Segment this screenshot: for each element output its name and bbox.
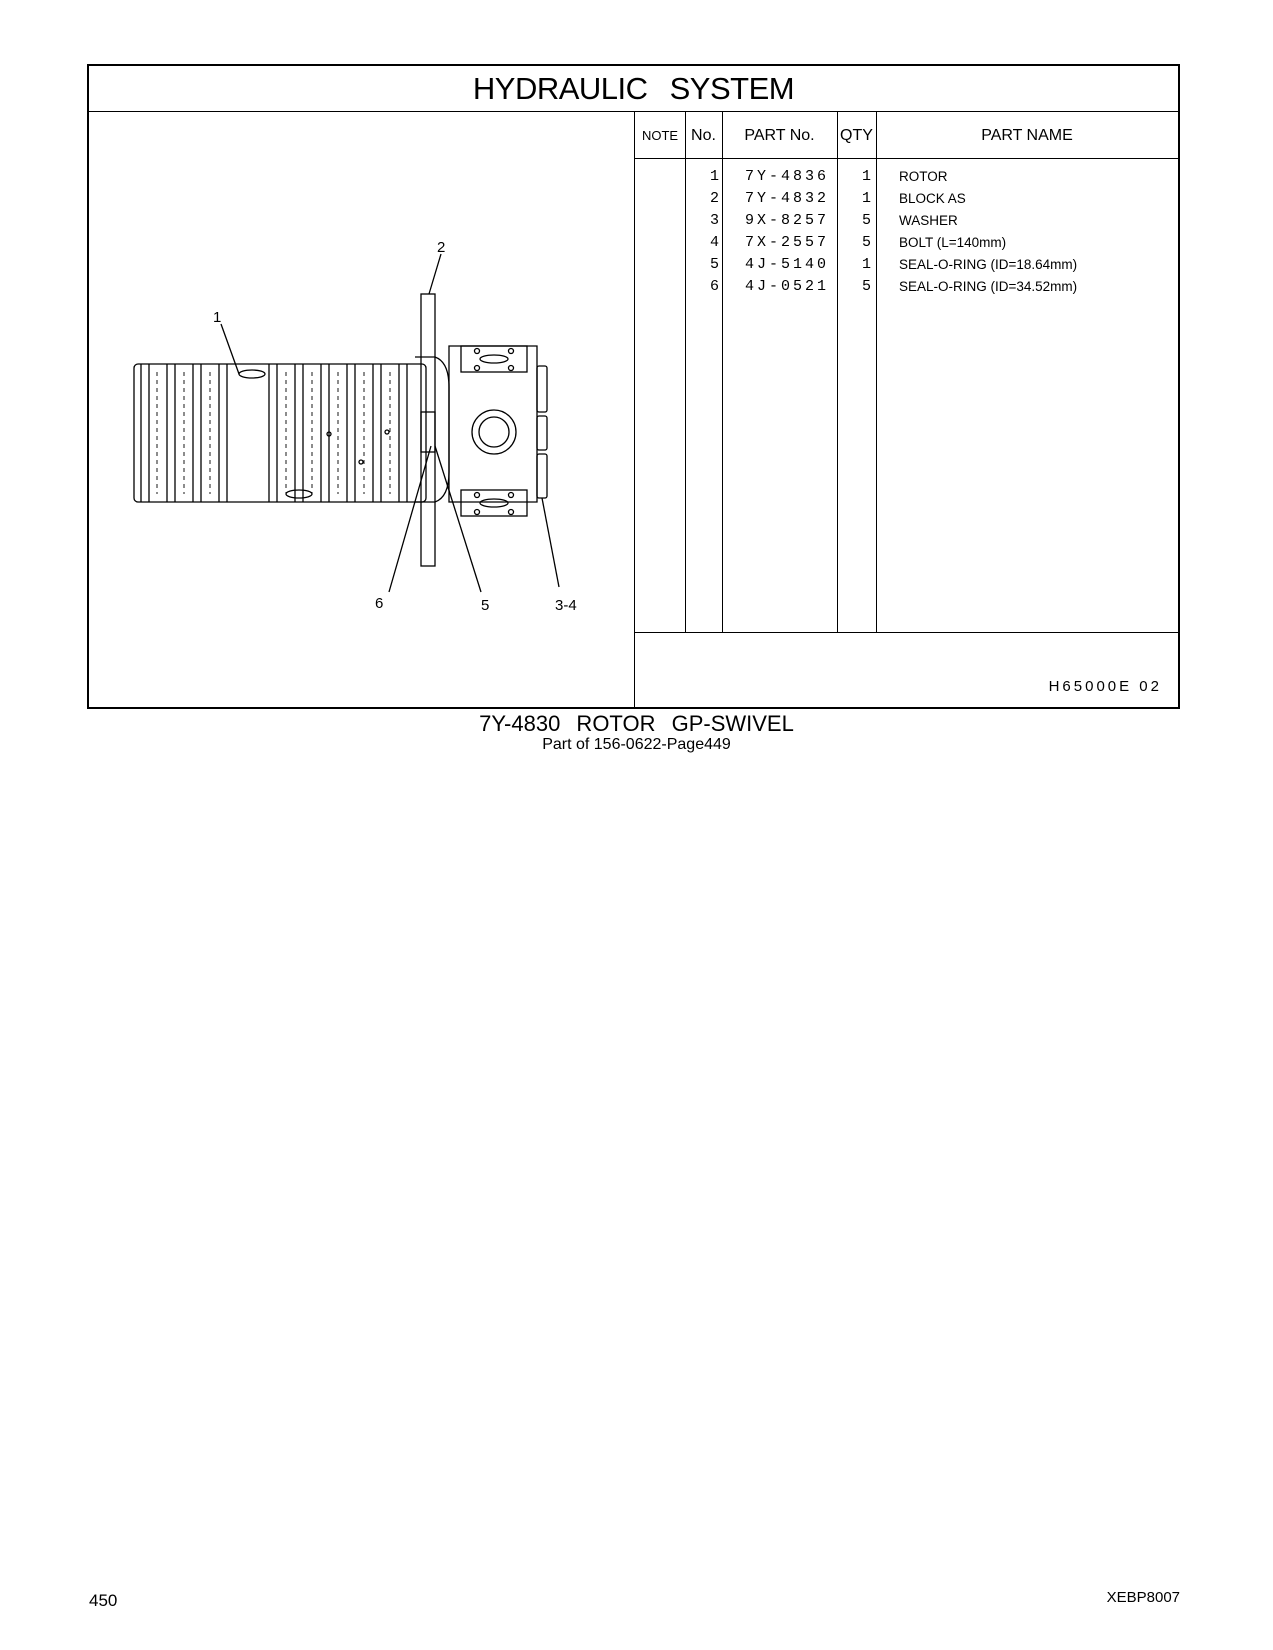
header-no: No.: [691, 127, 716, 144]
row-qty: 5: [861, 234, 871, 251]
document-id: XEBP8007: [1106, 1589, 1180, 1606]
row-part-name: ROTOR: [899, 169, 948, 184]
row-part-no: 4J-0521: [745, 278, 830, 295]
row-qty: 5: [861, 278, 871, 295]
callout-5: 5: [481, 597, 490, 614]
row-part-no: 7X-2557: [745, 234, 830, 251]
table-row: [635, 275, 1178, 298]
row-no: 6: [709, 278, 719, 295]
callout-6: 6: [375, 595, 384, 612]
block-assembly: [449, 346, 537, 502]
leader-1: [221, 324, 239, 374]
block-top-port: [461, 346, 527, 372]
rotor-assembly-drawing: [89, 112, 635, 707]
header-qty: QTY: [840, 127, 873, 144]
header-part-no: PART No.: [744, 127, 815, 144]
row-no: 2: [709, 190, 719, 207]
leader-3-4: [542, 498, 559, 587]
row-part-no: 4J-5140: [745, 256, 830, 273]
table-row: [635, 253, 1178, 276]
row-qty: 1: [861, 256, 871, 273]
group-sub-caption: Part of 156-0622-Page449: [542, 736, 731, 753]
row-part-name: SEAL-O-RING (ID=34.52mm): [899, 279, 1078, 294]
port-ellipse-bottom: [286, 490, 312, 498]
table-row: [635, 165, 1178, 188]
row-no: 5: [709, 256, 719, 273]
row-part-no: 7Y-4832: [745, 190, 830, 207]
side-bolt-3: [537, 454, 547, 498]
row-part-name: BLOCK AS: [899, 191, 966, 206]
rotor-body: [134, 364, 426, 502]
table-row: [635, 231, 1178, 254]
row-qty: 5: [861, 212, 871, 229]
leader-2: [429, 254, 441, 294]
block-bottom-port: [461, 490, 527, 516]
leader-6: [389, 446, 431, 592]
row-qty: 1: [861, 168, 871, 185]
row-part-name: BOLT (L=140mm): [899, 235, 1007, 250]
header-note: NOTE: [641, 128, 679, 143]
table-row: [635, 209, 1178, 232]
callout-2: 2: [437, 239, 446, 256]
callout-1: 1: [213, 309, 222, 326]
parts-frame: [87, 64, 1180, 709]
table-body: [635, 159, 1178, 632]
cover-plate: [421, 294, 435, 566]
callout-3-4: 3-4: [555, 597, 577, 614]
section-title: HYDRAULIC SYSTEM: [89, 66, 1178, 112]
row-part-name: WASHER: [899, 213, 958, 228]
oring-detail: [421, 412, 435, 452]
row-no: 4: [709, 234, 719, 251]
group-caption: 7Y-4830 ROTOR GP-SWIVEL: [479, 711, 794, 736]
side-bolt-1: [537, 366, 547, 412]
row-part-name: SEAL-O-RING (ID=18.64mm): [899, 257, 1078, 272]
port-ellipse-top: [239, 370, 265, 378]
side-bolt-2: [537, 416, 547, 450]
table-footer: [635, 632, 1178, 707]
reference-code: H65000E 02: [1048, 678, 1162, 695]
exploded-drawing: [89, 112, 635, 707]
table-row: [635, 187, 1178, 210]
parts-table: [635, 112, 1178, 707]
seal-cover: [435, 357, 449, 502]
row-part-no: 7Y-4836: [745, 168, 830, 185]
row-part-no: 9X-8257: [745, 212, 830, 229]
leader-5: [435, 446, 481, 592]
table-header: [635, 112, 1178, 159]
page-number: 450: [89, 1591, 118, 1610]
rotor-grooves: [141, 364, 407, 502]
row-no: 3: [709, 212, 719, 229]
row-qty: 1: [861, 190, 871, 207]
header-part-name: PART NAME: [981, 127, 1073, 144]
row-no: 1: [709, 168, 719, 185]
